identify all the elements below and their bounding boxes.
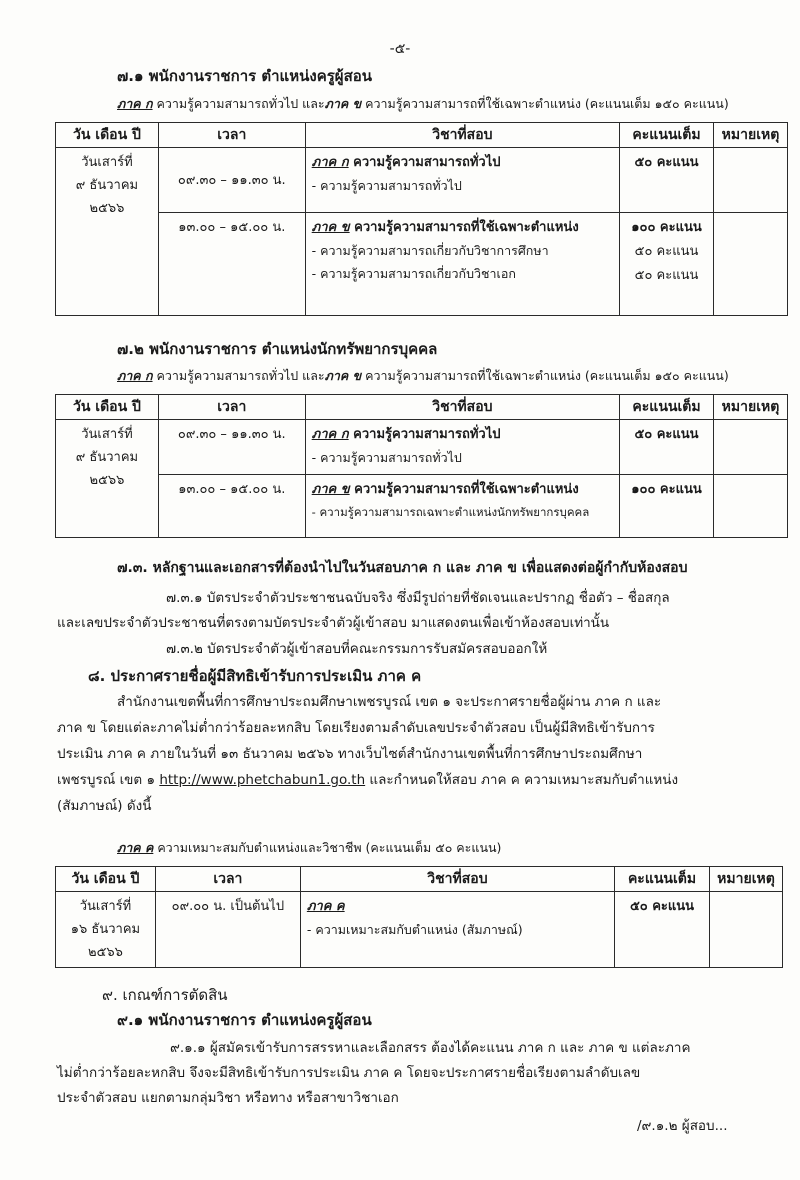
table-row bbox=[56, 420, 788, 475]
section-7-1-heading: ๗.๑ พนักงานราชการ ตำแหน่งครูผู้สอน bbox=[117, 67, 372, 85]
section-9-para-line2: ไม่ต่ำกว่าร้อยละหกสิบ จึงจะมีสิทธิเข้ารับการประเมิน ภาค ค โดยจะประกาศรายชื่อเรียงตามลำดับเลข bbox=[57, 1065, 641, 1081]
section-9-heading: ๙. เกณฑ์การตัดสิน bbox=[102, 986, 228, 1004]
section-8-para-line3: ประเมิน ภาค ค ภายในวันที่ ๑๓ ธันวาคม ๒๕๖๖ ทางเว็บไซต์สำนักงานเขตพื้นที่การศึกษาประถมศึกษา bbox=[57, 746, 643, 762]
table-header-row bbox=[56, 123, 788, 148]
section-8-para-line5: (สัมภาษณ์) ดังนี้ bbox=[57, 798, 152, 814]
part-a-label: ภาค ก bbox=[117, 368, 153, 383]
exam-schedule-table-part-c bbox=[55, 866, 783, 968]
date-cell: วันเสาร์ที่ ๙ ธันวาคม ๒๕๖๖ bbox=[56, 148, 159, 316]
header-time: เวลา bbox=[158, 395, 305, 420]
header-remarks: หมายเหตุ bbox=[713, 395, 787, 420]
header-full-score: คะแนนเต็ม bbox=[620, 123, 714, 148]
header-date: วัน เดือน ปี bbox=[56, 395, 159, 420]
table-header-row bbox=[56, 867, 783, 892]
date-cell: วันเสาร์ที่ ๙ ธันวาคม ๒๕๖๖ bbox=[56, 420, 159, 538]
date-cell: วันเสาร์ที่ ๑๖ ธันวาคม ๒๕๖๖ bbox=[56, 892, 156, 968]
table-row bbox=[56, 892, 783, 968]
table-header-row bbox=[56, 395, 788, 420]
header-date: วัน เดือน ปี bbox=[56, 123, 159, 148]
score-cell: ๕๐ คะแนน bbox=[620, 148, 714, 213]
website-link[interactable]: http://www.phetchabun1.go.th bbox=[159, 772, 366, 788]
remarks-cell bbox=[709, 892, 782, 968]
time-cell: ๐๙.๓๐ – ๑๑.๓๐ น. bbox=[158, 148, 305, 213]
table-row bbox=[56, 475, 788, 538]
subject-cell: ภาค ข ความรู้ความสามารถที่ใช้เฉพาะตำแหน่ง - ความรู้ความสามารถเฉพาะตำแหน่งนักทรัพยากรบุคคล bbox=[305, 475, 619, 538]
remarks-cell bbox=[713, 475, 787, 538]
subject-cell: ภาค ก ความรู้ความสามารถทั่วไป - ความรู้ความสามารถทั่วไป bbox=[305, 420, 619, 475]
section-8-heading: ๘. ประกาศรายชื่อผู้มีสิทธิเข้ารับการประเมิน ภาค ค bbox=[88, 667, 422, 685]
table-row bbox=[56, 148, 788, 213]
section-7-1-subtitle: ภาค ก ความรู้ความสามารถทั่วไป และภาค ข ความรู้ความสามารถที่ใช้เฉพาะตำแหน่ง (คะแนนเต็ม ๑๕๐ คะแนน) bbox=[117, 96, 729, 111]
section-9-para-line1: ๙.๑.๑ ผู้สมัครเข้ารับการสรรหาและเลือกสรร ต้องได้คะแนน ภาค ก และ ภาค ข แต่ละภาค bbox=[170, 1040, 691, 1056]
header-date: วัน เดือน ปี bbox=[56, 867, 156, 892]
time-cell: ๐๙.๓๐ – ๑๑.๓๐ น. bbox=[158, 420, 305, 475]
section-7-3-heading: ๗.๓. หลักฐานและเอกสารที่ต้องนำไปในวันสอบภาค ก และ ภาค ข เพื่อแสดงต่อผู้กำกับห้องสอบ bbox=[117, 560, 688, 576]
header-time: เวลา bbox=[158, 123, 305, 148]
time-cell: ๐๙.๐๐ น. เป็นต้นไป bbox=[155, 892, 300, 968]
header-remarks: หมายเหตุ bbox=[709, 867, 782, 892]
header-subject: วิชาที่สอบ bbox=[305, 123, 619, 148]
page-number: -๕- bbox=[389, 41, 411, 57]
score-cell: ๕๐ คะแนน bbox=[615, 892, 710, 968]
part-a-label: ภาค ก bbox=[117, 96, 153, 111]
header-full-score: คะแนนเต็ม bbox=[620, 395, 714, 420]
header-remarks: หมายเหตุ bbox=[713, 123, 787, 148]
section-8-para-line1: สำนักงานเขตพื้นที่การศึกษาประถมศึกษาเพชรบูรณ์ เขต ๑ จะประกาศรายชื่อผู้ผ่าน ภาค ก และ bbox=[117, 694, 662, 710]
header-subject: วิชาที่สอบ bbox=[305, 395, 619, 420]
section-7-2-subtitle: ภาค ก ความรู้ความสามารถทั่วไป และภาค ข ความรู้ความสามารถที่ใช้เฉพาะตำแหน่ง (คะแนนเต็ม ๑๕๐ คะแนน) bbox=[117, 368, 729, 383]
remarks-cell bbox=[713, 148, 787, 213]
part-c-label: ภาค ค bbox=[117, 840, 154, 855]
continuation-note: /๙.๑.๒ ผู้สอบ... bbox=[637, 1118, 728, 1134]
subject-cell: ภาค ก ความรู้ความสามารถทั่วไป - ความรู้ความสามารถทั่วไป bbox=[305, 148, 619, 213]
time-cell: ๑๓.๐๐ – ๑๕.๐๐ น. bbox=[158, 213, 305, 316]
exam-schedule-table-7-1 bbox=[55, 122, 788, 316]
time-cell: ๑๓.๐๐ – ๑๕.๐๐ น. bbox=[158, 475, 305, 538]
header-time: เวลา bbox=[155, 867, 300, 892]
subject-cell: ภาค ข ความรู้ความสามารถที่ใช้เฉพาะตำแหน่ง - ความรู้ความสามารถเกี่ยวกับวิชาการศึกษา - ความรู้ความสามารถเกี่ยวกับวิชาเอก bbox=[305, 213, 619, 316]
header-full-score: คะแนนเต็ม bbox=[615, 867, 710, 892]
section-9-1-heading: ๙.๑ พนักงานราชการ ตำแหน่งครูผู้สอน bbox=[117, 1011, 372, 1029]
section-7-2-heading: ๗.๒ พนักงานราชการ ตำแหน่งนักทรัพยากรบุคคล bbox=[117, 340, 438, 358]
score-cell: ๕๐ คะแนน bbox=[620, 420, 714, 475]
table-row bbox=[56, 213, 788, 316]
section-8-subtitle: ภาค ค ความเหมาะสมกับตำแหน่งและวิชาชีพ (คะแนนเต็ม ๕๐ คะแนน) bbox=[117, 840, 502, 855]
section-7-3-2: ๗.๓.๒ บัตรประจำตัวผู้เข้าสอบที่คณะกรรมการรับสมัครสอบออกให้ bbox=[166, 641, 548, 657]
section-7-3-1-line1: ๗.๓.๑ บัตรประจำตัวประชาชนฉบับจริง ซึ่งมีรูปถ่ายที่ชัดเจนและปรากฏ ชื่อตัว – ชื่อสกุล bbox=[166, 590, 670, 606]
section-7-3-1-line2: และเลขประจำตัวประชาชนที่ตรงตามบัตรประจำตัวผู้เข้าสอบ มาแสดงตนเพื่อเข้าห้องสอบเท่านั้น bbox=[57, 615, 610, 631]
remarks-cell bbox=[713, 420, 787, 475]
remarks-cell bbox=[713, 213, 787, 316]
section-9-para-line3: ประจำตัวสอบ แยกตามกลุ่มวิชา หรือทาง หรือสาขาวิชาเอก bbox=[57, 1090, 399, 1106]
part-b-label: ภาค ข bbox=[324, 96, 362, 111]
header-subject: วิชาที่สอบ bbox=[300, 867, 614, 892]
part-b-label: ภาค ข bbox=[324, 368, 362, 383]
section-8-para-line2: ภาค ข โดยแต่ละภาคไม่ต่ำกว่าร้อยละหกสิบ โดยเรียงตามลำดับเลขประจำตัวสอบ เป็นผู้มีสิทธิเข้ารับการ bbox=[57, 720, 655, 736]
subject-cell: ภาค ค - ความเหมาะสมกับตำแหน่ง (สัมภาษณ์) bbox=[300, 892, 614, 968]
exam-schedule-table-7-2 bbox=[55, 394, 788, 538]
score-cell: ๑๐๐ คะแนน bbox=[620, 475, 714, 538]
score-cell: ๑๐๐ คะแนน ๕๐ คะแนน ๕๐ คะแนน bbox=[620, 213, 714, 316]
section-8-para-line4: เพชรบูรณ์ เขต ๑ http://www.phetchabun1.go.th และกำหนดให้สอบ ภาค ค ความเหมาะสมกับตำแหน่ง bbox=[57, 772, 679, 788]
